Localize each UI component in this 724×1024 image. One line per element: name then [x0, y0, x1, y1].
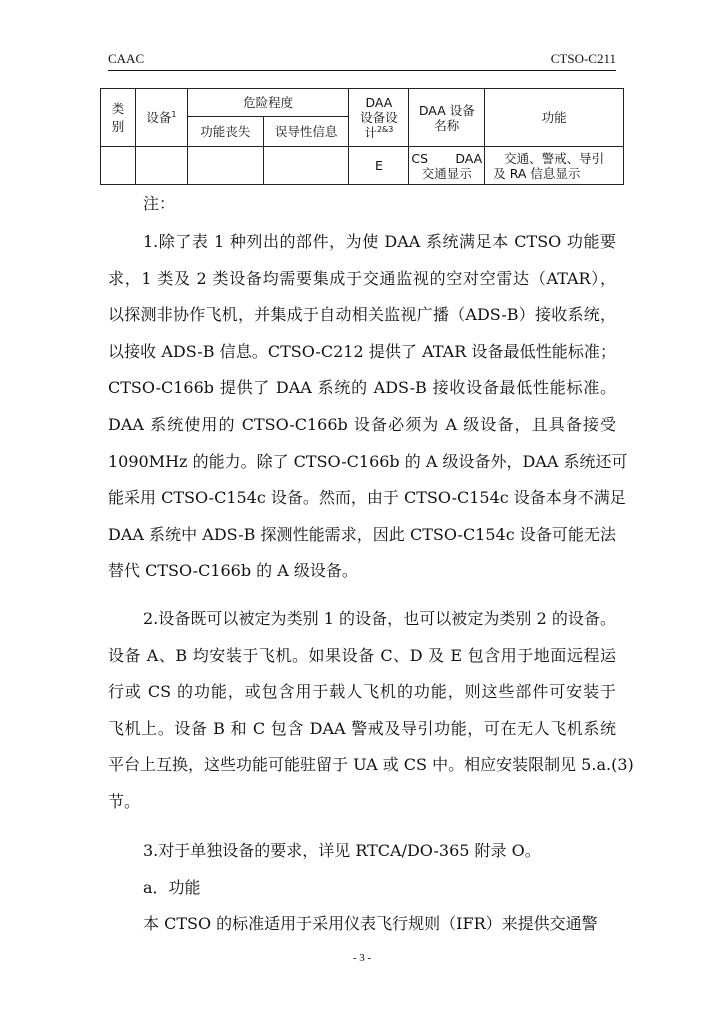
- paragraph-1: [108, 224, 628, 590]
- th-misleading: 误导性信息: [263, 117, 349, 147]
- section-a-heading: a．功能: [143, 877, 201, 897]
- th-category: 类别: [101, 89, 136, 147]
- cell-misleading: [263, 147, 349, 185]
- text-line: DAA 系统中 ADS-B 探测性能需求，因此 CTSO-C154c 设备可能无法: [108, 524, 616, 544]
- th-loss: 功能丧失: [187, 117, 263, 147]
- text-line: 以探测非协作飞机，并集成于自动相关监视广播（ADS-B）接收系统，: [108, 305, 616, 325]
- device-table: [100, 88, 624, 185]
- text-line: 1.除了表 1 种列出的部件，为使 DAA 系统满足本 CTSO 功能要: [143, 232, 616, 251]
- note-label: 注：: [143, 194, 176, 213]
- text-line: 以接收 ADS-B 信息。CTSO-C212 提供了 ATAR 设备最低性能标准；: [108, 341, 616, 361]
- cell-function: 交通、警戒、导引 及 RA 信息显示: [485, 147, 624, 185]
- note-label-block: [108, 186, 616, 223]
- cell-design: E: [349, 147, 409, 185]
- th-function: 功能: [485, 89, 624, 147]
- th-hazard: 危险程度: [187, 89, 349, 117]
- text-line: DAA 系统使用的 CTSO-C166b 设备必须为 A 级设备，且具备接受: [108, 414, 616, 434]
- paragraph-3: [108, 833, 616, 943]
- paragraph-2: [108, 601, 634, 821]
- th-daa-design: DAA 设备设 计$^{2\&3}$: [349, 89, 409, 147]
- text-line: 设备 A、B 均安装于飞机。如果设备 C、D 及 E 包含用于地面远程运: [108, 645, 616, 665]
- page-header: [108, 51, 616, 71]
- cell-device: [135, 147, 187, 185]
- table-row: [101, 147, 624, 185]
- text-line: 2.设备既可以被定为类别 1 的设备，也可以被定为类别 2 的设备。: [143, 609, 616, 628]
- text-line: CTSO-C166b 提供了 DAA 系统的 ADS-B 接收设备最低性能标准。: [108, 378, 616, 398]
- text-line: 节。: [108, 791, 141, 811]
- text-line: 平台上互换，这些功能可能驻留于 UA 或 CS 中。相应安装限制见 5.a.(3): [108, 755, 634, 775]
- text-line: 替代 CTSO-C166b 的 A 级设备。: [108, 561, 358, 581]
- text-line: 飞机上。设备 B 和 C 包含 DAA 警戒及导引功能，可在无人飞机系统: [108, 718, 616, 738]
- header-org: CAAC: [108, 51, 145, 66]
- text-line: 本 CTSO 的标准适用于采用仪表飞行规则（IFR）来提供交通警: [143, 914, 598, 934]
- text-line: 1090MHz 的能力。除了 CTSO-C166b 的 A 级设备外，DAA 系统还可: [108, 451, 628, 471]
- header-doc-id: CTSO-C211: [550, 51, 616, 66]
- cell-category: [101, 147, 136, 185]
- cell-name: CS DAA 交通显示: [409, 147, 485, 185]
- text-line: 能采用 CTSO-C154c 设备。然而，由于 CTSO-C154c 设备本身不满足: [108, 488, 626, 508]
- text-line: 3.对于单独设备的要求，详见 RTCA/DO-365 附录 O。: [143, 841, 541, 860]
- cell-loss: [187, 147, 263, 185]
- text-line: 求，1 类及 2 类设备均需要集成于交通监视的空对空雷达（ATAR），: [108, 268, 616, 288]
- th-daa-name: DAA 设备 名称: [409, 89, 485, 147]
- header-rule: [108, 70, 616, 71]
- page-number: - 3 -: [352, 952, 372, 964]
- text-line: 行或 CS 的功能，或包含用于载人飞机的功能，则这些部件可安装于: [108, 682, 616, 702]
- th-device: 设备$^1$: [135, 89, 187, 147]
